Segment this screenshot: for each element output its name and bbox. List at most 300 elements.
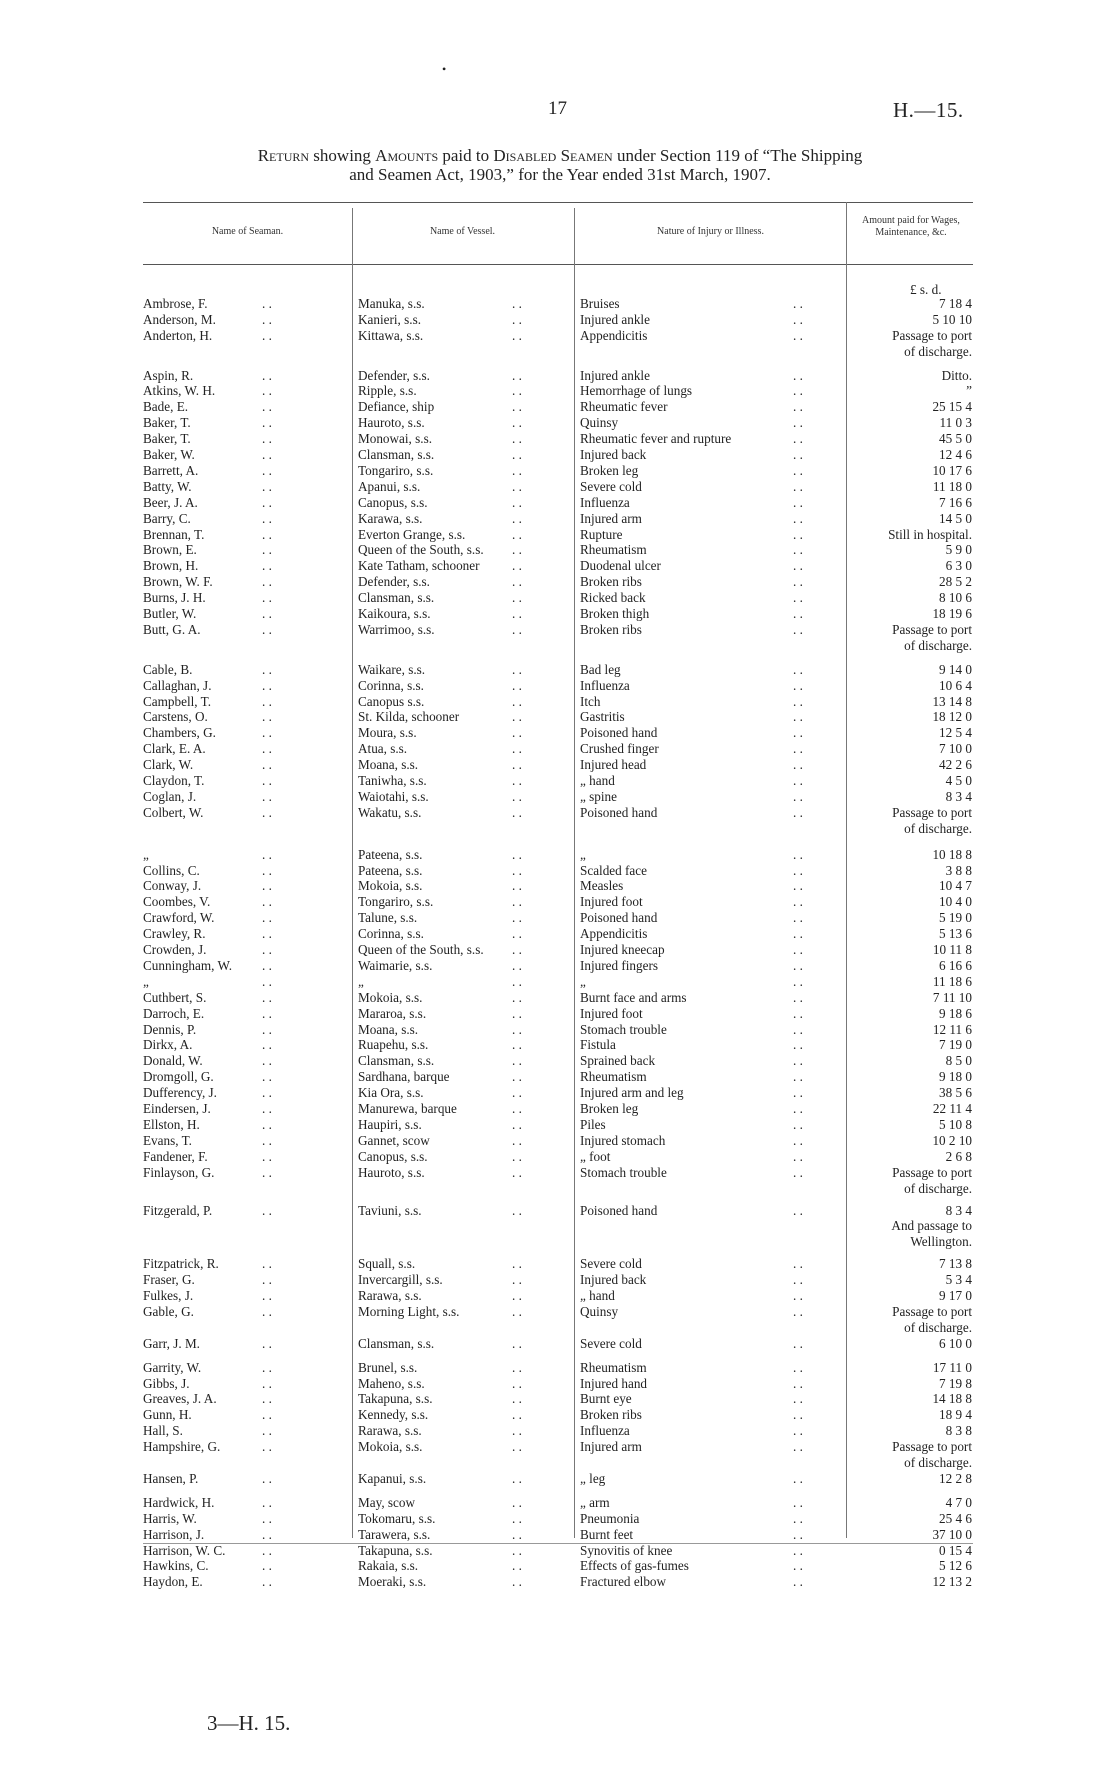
leader-dots: . . (793, 1053, 803, 1068)
leader-dots: . . (793, 1360, 803, 1375)
leader-dots: . . (793, 1101, 803, 1116)
amount-paid: of discharge. (904, 1320, 972, 1335)
amount-paid: 7 18 4 (939, 296, 972, 311)
leader-dots: . . (262, 479, 272, 494)
seaman-name: Batty, W. (143, 479, 192, 494)
vessel-name: Invercargill, s.s. (358, 1272, 443, 1287)
amount-paid: Passage to port (892, 805, 972, 820)
leader-dots: . . (512, 1085, 522, 1100)
vessel-name: Everton Grange, s.s. (358, 527, 466, 542)
leader-dots: . . (262, 511, 272, 526)
seaman-name: Dufferency, J. (143, 1085, 217, 1100)
seaman-name: Hansen, P. (143, 1471, 199, 1486)
leader-dots: . . (793, 383, 803, 398)
amount-paid: 12 2 8 (939, 1471, 972, 1486)
vessel-name: Mokoia, s.s. (358, 878, 423, 893)
injury-nature: Rheumatism (580, 1360, 647, 1375)
injury-nature: Hemorrhage of lungs (580, 383, 693, 398)
leader-dots: . . (512, 1053, 522, 1068)
column-header-amount: Amount paid for Wages, Maintenance, &c. (862, 215, 960, 238)
seaman-name: Baker, T. (143, 431, 191, 446)
table-top-rule (143, 202, 973, 203)
leader-dots: . . (262, 1527, 272, 1542)
amount-paid: 11 18 6 (932, 974, 972, 989)
leader-dots: . . (793, 296, 803, 311)
leader-dots: . . (262, 942, 272, 957)
leader-dots: . . (262, 1511, 272, 1526)
leader-dots: . . (793, 1022, 803, 1037)
vessel-name: Canopus, s.s. (358, 495, 428, 510)
leader-dots: . . (793, 527, 803, 542)
injury-nature: Influenza (580, 1423, 630, 1438)
column-header-nature: Nature of Injury or Illness. (657, 226, 764, 237)
vessel-name: Moana, s.s. (358, 1022, 419, 1037)
leader-dots: . . (793, 1423, 803, 1438)
vessel-name: Sardhana, barque (358, 1069, 450, 1084)
seaman-name: Conway, J. (143, 878, 202, 893)
leader-dots: . . (262, 383, 272, 398)
seaman-name: Claydon, T. (143, 773, 205, 788)
vessel-name: Takapuna, s.s. (358, 1543, 433, 1558)
leader-dots: . . (793, 415, 803, 430)
leader-dots: . . (262, 694, 272, 709)
title-part: showing (309, 146, 376, 165)
injury-nature: Poisoned hand (580, 805, 658, 820)
vessel-name: Gannet, scow (358, 1133, 430, 1148)
amount-paid: Passage to port (892, 1304, 972, 1319)
leader-dots: . . (262, 1336, 272, 1351)
leader-dots: . . (793, 1574, 803, 1589)
leader-dots: . . (262, 415, 272, 430)
amount-paid: 10 2 10 (932, 1133, 972, 1148)
leader-dots: . . (512, 1558, 522, 1573)
leader-dots: . . (793, 1543, 803, 1558)
leader-dots: . . (262, 558, 272, 573)
leader-dots: . . (512, 678, 522, 693)
seaman-name: Garrity, W. (143, 1360, 202, 1375)
page-title (140, 146, 980, 184)
amount-paid: 7 19 8 (939, 1376, 972, 1391)
amount-paid: 5 10 8 (939, 1117, 972, 1132)
leader-dots: . . (262, 1037, 272, 1052)
amount-paid: 28 5 2 (939, 574, 972, 589)
amount-paid: 4 7 0 (945, 1495, 972, 1510)
leader-dots: . . (512, 773, 522, 788)
leader-dots: . . (793, 990, 803, 1005)
vessel-name: Morning Light, s.s. (358, 1304, 460, 1319)
seaman-name: Crowden, J. (143, 942, 207, 957)
leader-dots: . . (512, 495, 522, 510)
amount-paid: Wellington. (910, 1234, 972, 1249)
leader-dots: . . (793, 1439, 803, 1454)
amount-paid: 10 4 7 (939, 878, 972, 893)
leader-dots: . . (262, 974, 272, 989)
amount-paid: 8 5 0 (945, 1053, 972, 1068)
injury-nature: „ (580, 847, 586, 862)
injury-nature: Severe cold (580, 479, 642, 494)
injury-nature: Injured foot (580, 894, 643, 909)
seaman-name: Dirkx, A. (143, 1037, 193, 1052)
leader-dots: . . (262, 1423, 272, 1438)
seaman-name: Brown, H. (143, 558, 199, 573)
leader-dots: . . (793, 958, 803, 973)
injury-nature: Burnt feet (580, 1527, 634, 1542)
amount-paid: of discharge. (904, 638, 972, 653)
amount-paid: Still in hospital. (888, 527, 972, 542)
amount-paid: Passage to port (892, 328, 972, 343)
vessel-name: Defender, s.s. (358, 574, 430, 589)
leader-dots: . . (793, 894, 803, 909)
leader-dots: . . (512, 1203, 522, 1218)
injury-nature: Broken ribs (580, 1407, 642, 1422)
leader-dots: . . (512, 1022, 522, 1037)
leader-dots: . . (793, 511, 803, 526)
injury-nature: Influenza (580, 678, 630, 693)
injury-nature: „ arm (580, 1495, 610, 1510)
seaman-name: Haydon, E. (143, 1574, 203, 1589)
amount-paid: 37 10 0 (932, 1527, 972, 1542)
leader-dots: . . (793, 606, 803, 621)
leader-dots: . . (262, 1203, 272, 1218)
vessel-name: Squall, s.s. (358, 1256, 416, 1271)
injury-nature: Injured back (580, 1272, 647, 1287)
leader-dots: . . (512, 878, 522, 893)
seaman-name: Chambers, G. (143, 725, 216, 740)
leader-dots: . . (512, 1391, 522, 1406)
leader-dots: . . (512, 328, 522, 343)
amount-paid: 5 10 10 (932, 312, 972, 327)
vessel-name: Kate Tatham, schooner (358, 558, 480, 573)
leader-dots: . . (793, 1336, 803, 1351)
leader-dots: . . (793, 1288, 803, 1303)
leader-dots: . . (262, 1117, 272, 1132)
leader-dots: . . (512, 558, 522, 573)
leader-dots: . . (512, 622, 522, 637)
seaman-name: Crawley, R. (143, 926, 206, 941)
amount-paid: 45 5 0 (939, 431, 972, 446)
amount-paid: of discharge. (904, 1181, 972, 1196)
seaman-name: Coombes, V. (143, 894, 211, 909)
seaman-name: Ambrose, F. (143, 296, 208, 311)
amount-paid: 12 11 6 (932, 1022, 972, 1037)
leader-dots: . . (262, 773, 272, 788)
injury-nature: Stomach trouble (580, 1165, 667, 1180)
vessel-name: Tongariro, s.s. (358, 894, 434, 909)
leader-dots: . . (512, 527, 522, 542)
amount-paid: 5 13 6 (939, 926, 972, 941)
injury-nature: Rheumatic fever (580, 399, 668, 414)
amount-paid: 8 10 6 (939, 590, 972, 605)
page-number: 17 (548, 98, 567, 119)
seaman-name: Anderton, H. (143, 328, 213, 343)
injury-nature: Injured foot (580, 1006, 643, 1021)
vessel-name: Kapanui, s.s. (358, 1471, 427, 1486)
leader-dots: . . (262, 789, 272, 804)
vessel-name: Apanui, s.s. (358, 479, 421, 494)
amount-paid: 25 4 6 (939, 1511, 972, 1526)
injury-nature: Duodenal ulcer (580, 558, 661, 573)
seaman-name: Brown, E. (143, 542, 197, 557)
title-part: Return (257, 146, 310, 165)
seaman-name: Beer, J. A. (143, 495, 198, 510)
seaman-name: Colbert, W. (143, 805, 204, 820)
leader-dots: . . (793, 725, 803, 740)
amount-paid: 6 16 6 (939, 958, 972, 973)
leader-dots: . . (793, 328, 803, 343)
injury-nature: Crushed finger (580, 741, 659, 756)
vessel-name: Karawa, s.s. (358, 511, 423, 526)
leader-dots: . . (793, 558, 803, 573)
vessel-name: Atua, s.s. (358, 741, 408, 756)
injury-nature: Gastritis (580, 709, 625, 724)
seaman-name: Dromgoll, G. (143, 1069, 214, 1084)
seaman-name: Coglan, J. (143, 789, 197, 804)
leader-dots: . . (793, 590, 803, 605)
vessel-name: Taniwha, s.s. (358, 773, 427, 788)
leader-dots: . . (262, 894, 272, 909)
vessel-name: Moeraki, s.s. (358, 1574, 427, 1589)
vessel-name: Kaikoura, s.s. (358, 606, 431, 621)
seaman-name: Atkins, W. H. (143, 383, 216, 398)
leader-dots: . . (793, 789, 803, 804)
leader-dots: . . (512, 368, 522, 383)
leader-dots: . . (512, 1149, 522, 1164)
vessel-name: Wakatu, s.s. (358, 805, 422, 820)
vessel-name: Waimarie, s.s. (358, 958, 433, 973)
vessel-name: Moura, s.s. (358, 725, 417, 740)
injury-nature: Broken leg (580, 1101, 639, 1116)
amount-paid: 12 13 2 (932, 1574, 972, 1589)
amount-paid: 9 18 0 (939, 1069, 972, 1084)
injury-nature: Burnt eye (580, 1391, 632, 1406)
amount-paid: 18 19 6 (932, 606, 972, 621)
vessel-name: St. Kilda, schooner (358, 709, 460, 724)
vessel-name: Mokoia, s.s. (358, 990, 423, 1005)
column-header-name: Name of Seaman. (211, 226, 284, 237)
leader-dots: . . (262, 1256, 272, 1271)
leader-dots: . . (262, 725, 272, 740)
leader-dots: . . (262, 757, 272, 772)
leader-dots: . . (793, 1511, 803, 1526)
amount-paid: 4 5 0 (945, 773, 972, 788)
vessel-name: Defiance, ship (358, 399, 435, 414)
leader-dots: . . (262, 1006, 272, 1021)
amount-paid: 8 3 4 (945, 789, 972, 804)
leader-dots: . . (512, 1304, 522, 1319)
injury-nature: Piles (580, 1117, 606, 1132)
amount-paid: 0 15 4 (939, 1543, 972, 1558)
leader-dots: . . (262, 1495, 272, 1510)
leader-dots: . . (793, 741, 803, 756)
vessel-name: Ripple, s.s. (358, 383, 417, 398)
leader-dots: . . (793, 694, 803, 709)
leader-dots: . . (262, 447, 272, 462)
injury-nature: Broken leg (580, 463, 639, 478)
leader-dots: . . (512, 926, 522, 941)
leader-dots: . . (512, 296, 522, 311)
vessel-name: „ (358, 974, 364, 989)
vessel-name: Rarawa, s.s. (358, 1288, 422, 1303)
leader-dots: . . (512, 789, 522, 804)
vessel-name: Hauroto, s.s. (358, 415, 425, 430)
leader-dots: . . (262, 1543, 272, 1558)
leader-dots: . . (262, 1053, 272, 1068)
injury-nature: Appendicitis (580, 328, 648, 343)
injury-nature: Injured kneecap (580, 942, 665, 957)
leader-dots: . . (512, 863, 522, 878)
leader-dots: . . (793, 542, 803, 557)
amount-paid: 8 3 8 (945, 1423, 972, 1438)
leader-dots: . . (512, 312, 522, 327)
seaman-name: „ (143, 847, 149, 862)
injury-nature: Scalded face (580, 863, 647, 878)
amount-paid: 11 18 0 (932, 479, 972, 494)
seaman-name: Anderson, M. (143, 312, 216, 327)
vessel-name: Kittawa, s.s. (358, 328, 424, 343)
seaman-name: Cuthbert, S. (143, 990, 207, 1005)
title-part: paid to (438, 146, 494, 165)
leader-dots: . . (512, 1471, 522, 1486)
leader-dots: . . (512, 1574, 522, 1589)
injury-nature: Poisoned hand (580, 1203, 658, 1218)
leader-dots: . . (512, 574, 522, 589)
amount-paid: 8 3 4 (945, 1203, 972, 1218)
leader-dots: . . (512, 1272, 522, 1287)
vessel-name: Talune, s.s. (358, 910, 418, 925)
seaman-name: Ellston, H. (143, 1117, 200, 1132)
leader-dots: . . (262, 1069, 272, 1084)
leader-dots: . . (793, 312, 803, 327)
leader-dots: . . (512, 1117, 522, 1132)
seaman-name: Harris, W. (143, 1511, 197, 1526)
amount-paid: And passage to (891, 1218, 972, 1233)
leader-dots: . . (262, 847, 272, 862)
leader-dots: . . (512, 431, 522, 446)
seaman-name: Baker, W. (143, 447, 195, 462)
amount-paid: Passage to port (892, 1165, 972, 1180)
leader-dots: . . (262, 1407, 272, 1422)
seaman-name: Aspin, R. (143, 368, 194, 383)
leader-dots: . . (512, 1256, 522, 1271)
leader-dots: . . (793, 622, 803, 637)
injury-nature: Rheumatism (580, 1069, 647, 1084)
title-line-2: and Seamen Act, 1903,” for the Year ended 31st March, 1907. (349, 165, 771, 184)
injury-nature: „ spine (580, 789, 617, 804)
leader-dots: . . (262, 805, 272, 820)
seaman-name: Eindersen, J. (143, 1101, 211, 1116)
seaman-name: Hardwick, H. (143, 1495, 215, 1510)
seaman-name: Hall, S. (143, 1423, 183, 1438)
leader-dots: . . (262, 863, 272, 878)
leader-dots: . . (262, 910, 272, 925)
seaman-name: Brennan, T. (143, 527, 205, 542)
leader-dots: . . (793, 1391, 803, 1406)
injury-nature: Ricked back (580, 590, 646, 605)
seaman-name: Greaves, J. A. (143, 1391, 217, 1406)
vessel-name: Monowai, s.s. (358, 431, 432, 446)
amount-paid: 7 16 6 (939, 495, 972, 510)
injury-nature: Injured arm (580, 511, 642, 526)
leader-dots: . . (262, 1165, 272, 1180)
injury-nature: Injured ankle (580, 368, 650, 383)
leader-dots: . . (512, 1511, 522, 1526)
leader-dots: . . (262, 399, 272, 414)
leader-dots: . . (262, 1558, 272, 1573)
leader-dots: . . (262, 328, 272, 343)
amount-paid: 10 11 8 (932, 942, 972, 957)
leader-dots: . . (793, 974, 803, 989)
leader-dots: . . (512, 974, 522, 989)
seaman-name: Barrett, A. (143, 463, 199, 478)
amount-paid: 10 4 0 (939, 894, 972, 909)
injury-nature: Broken ribs (580, 574, 642, 589)
leader-dots: . . (793, 495, 803, 510)
leader-dots: . . (262, 878, 272, 893)
vessel-name: Takapuna, s.s. (358, 1391, 433, 1406)
vessel-name: Kia Ora, s.s. (358, 1085, 424, 1100)
vessel-name: Defender, s.s. (358, 368, 430, 383)
leader-dots: . . (512, 894, 522, 909)
leader-dots: . . (262, 990, 272, 1005)
leader-dots: . . (512, 606, 522, 621)
leader-dots: . . (262, 1304, 272, 1319)
injury-nature: Injured ankle (580, 312, 650, 327)
amount-paid: 2 6 8 (945, 1149, 972, 1164)
injury-nature: Injured arm and leg (580, 1085, 684, 1100)
vessel-name: Warrimoo, s.s. (358, 622, 435, 637)
vessel-name: Ruapehu, s.s. (358, 1037, 429, 1052)
leader-dots: . . (512, 1288, 522, 1303)
seaman-name: Fitzgerald, P. (143, 1203, 213, 1218)
column-header-vessel: Name of Vessel. (429, 226, 496, 237)
leader-dots: . . (512, 910, 522, 925)
leader-dots: . . (512, 805, 522, 820)
column-divider (352, 208, 353, 1538)
injury-nature: Rupture (580, 527, 623, 542)
leader-dots: . . (512, 479, 522, 494)
injury-nature: Severe cold (580, 1256, 642, 1271)
leader-dots: . . (262, 590, 272, 605)
amount-paid: 7 19 0 (939, 1037, 972, 1052)
leader-dots: . . (262, 1022, 272, 1037)
amount-paid: 5 9 0 (945, 542, 972, 557)
leader-dots: . . (512, 1527, 522, 1542)
amount-paid: of discharge. (904, 1455, 972, 1470)
amount-paid: 22 11 4 (932, 1101, 972, 1116)
column-divider (574, 208, 575, 1538)
seaman-name: Harrison, J. (143, 1527, 205, 1542)
amount-paid: 13 14 8 (932, 694, 972, 709)
injury-nature: Quinsy (580, 415, 619, 430)
injury-nature: Severe cold (580, 1336, 642, 1351)
leader-dots: . . (793, 1495, 803, 1510)
injury-nature: Sprained back (580, 1053, 656, 1068)
page-mark: • (442, 62, 447, 76)
leader-dots: . . (262, 662, 272, 677)
leader-dots: . . (262, 1439, 272, 1454)
injury-nature: Fistula (580, 1037, 616, 1052)
leader-dots: . . (793, 1471, 803, 1486)
seaman-name: Fitzpatrick, R. (143, 1256, 219, 1271)
vessel-name: Hauroto, s.s. (358, 1165, 425, 1180)
leader-dots: . . (512, 590, 522, 605)
seaman-name: Gibbs, J. (143, 1376, 190, 1391)
seaman-name: Bade, E. (143, 399, 189, 414)
leader-dots: . . (793, 1256, 803, 1271)
injury-nature: Broken thigh (580, 606, 650, 621)
vessel-name: Corinna, s.s. (358, 678, 424, 693)
seaman-name: Gunn, H. (143, 1407, 192, 1422)
